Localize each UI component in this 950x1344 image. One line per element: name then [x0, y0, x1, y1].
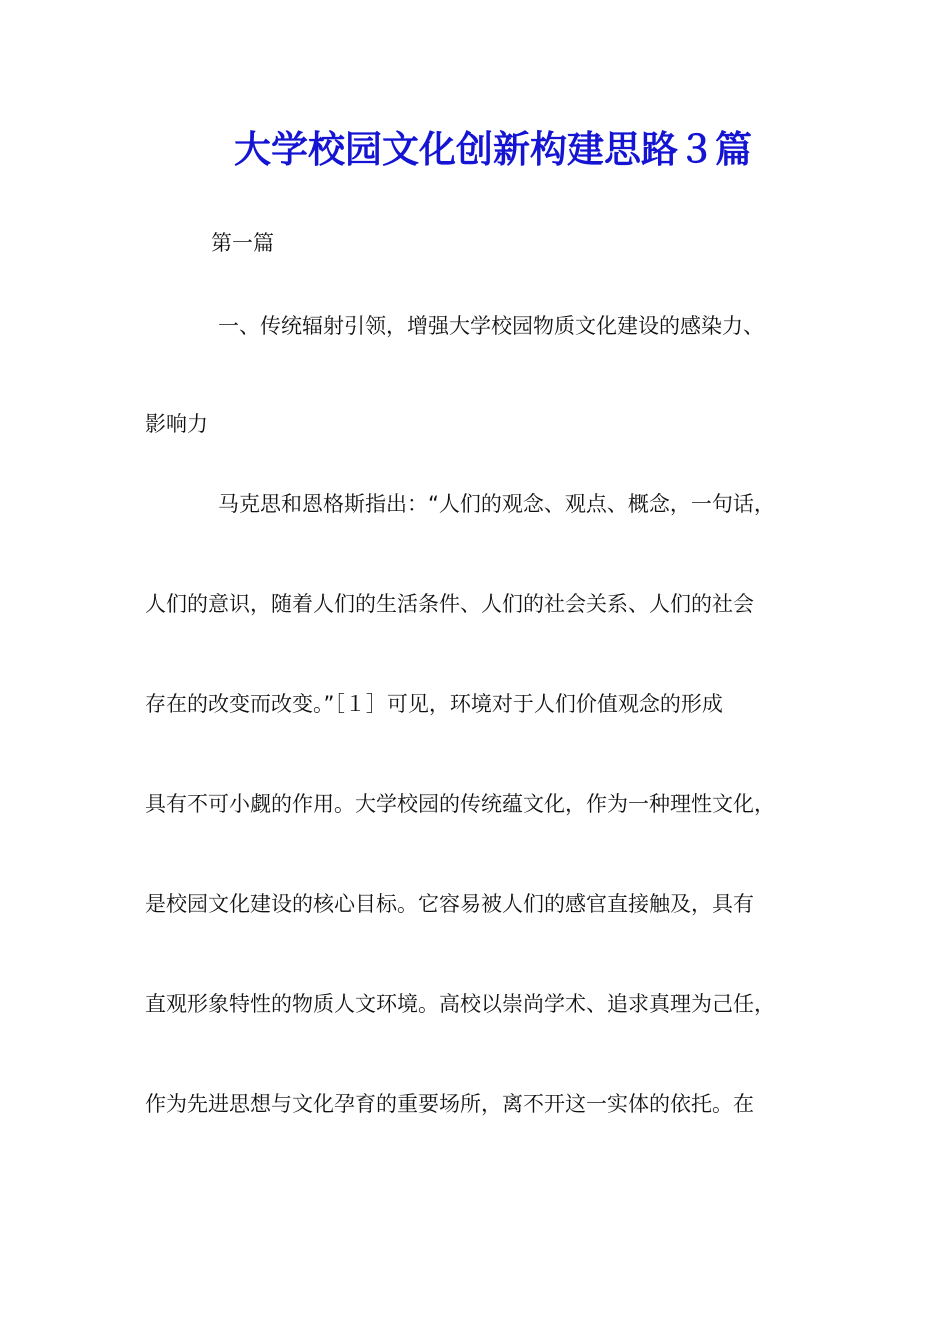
- document-title: 大学校园文化创新构建思路３篇: [234, 127, 752, 171]
- part-label: 第一篇: [211, 231, 274, 255]
- body-text-line: 作为先进思想与文化孕育的重要场所，离不开这一实体的依托。在: [145, 1092, 754, 1116]
- body-text-line: 直观形象特性的物质人文环境。高校以崇尚学术、追求真理为己任，: [145, 992, 775, 1016]
- body-text-line: 是校园文化建设的核心目标。它容易被人们的感官直接触及，具有: [145, 892, 754, 916]
- body-text-line: 马克思和恩格斯指出：“人们的观念、观点、概念，一句话，: [218, 492, 775, 516]
- section-heading-line: 影响力: [145, 412, 208, 436]
- body-text-line: 存在的改变而改变。”［１］可见，环境对于人们价值观念的形成: [145, 692, 723, 716]
- section-heading-line: 一、传统辐射引领，增强大学校园物质文化建设的感染力、: [218, 314, 764, 338]
- body-text-line: 人们的意识，随着人们的生活条件、人们的社会关系、人们的社会: [145, 592, 754, 616]
- body-text-line: 具有不可小觑的作用。大学校园的传统蕴文化，作为一种理性文化，: [145, 792, 775, 816]
